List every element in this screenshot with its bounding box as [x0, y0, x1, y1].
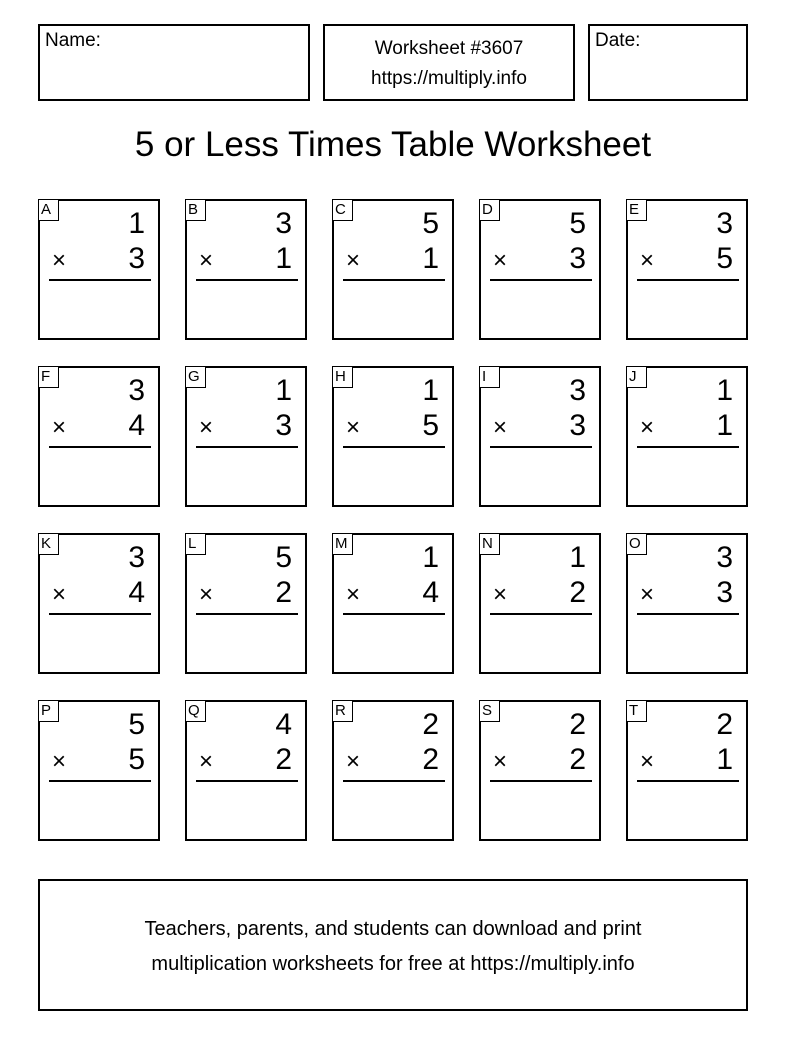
problem-letter: F — [38, 366, 59, 388]
multiplicand: 3 — [716, 207, 733, 240]
footer-line-2: multiplication worksheets for free at https://multiply.info — [151, 953, 635, 975]
times-sign: × — [199, 414, 214, 441]
answer-line — [637, 279, 739, 281]
answer-line — [343, 446, 445, 448]
times-sign: × — [199, 247, 214, 274]
multiplicand: 5 — [569, 207, 586, 240]
multiplier: 2 — [275, 576, 292, 609]
times-sign: × — [52, 247, 67, 274]
problem-letter: E — [626, 199, 647, 221]
problem-card[interactable] — [332, 366, 454, 507]
multiplier: 3 — [128, 242, 145, 275]
answer-line — [637, 446, 739, 448]
times-sign: × — [346, 414, 361, 441]
problem-letter: J — [626, 366, 647, 388]
multiplicand: 1 — [128, 207, 145, 240]
problem-card[interactable] — [332, 700, 454, 841]
multiplier: 5 — [128, 743, 145, 776]
problem-card[interactable] — [479, 533, 601, 674]
worksheet-info-box — [323, 24, 575, 101]
answer-line — [637, 780, 739, 782]
date-label: Date: — [595, 30, 641, 51]
multiplicand: 4 — [275, 708, 292, 741]
problem-letter: N — [479, 533, 500, 555]
times-sign: × — [493, 581, 508, 608]
multiplier: 3 — [569, 242, 586, 275]
problem-card[interactable] — [185, 700, 307, 841]
answer-line — [343, 279, 445, 281]
problem-card[interactable] — [479, 199, 601, 340]
problem-letter: A — [38, 199, 59, 221]
problem-card[interactable] — [38, 366, 160, 507]
times-sign: × — [640, 581, 655, 608]
multiplier: 5 — [716, 242, 733, 275]
problem-letter: D — [479, 199, 500, 221]
answer-line — [196, 613, 298, 615]
problem-letter: S — [479, 700, 500, 722]
answer-line — [490, 780, 592, 782]
answer-line — [490, 613, 592, 615]
times-sign: × — [346, 247, 361, 274]
multiplier: 4 — [422, 576, 439, 609]
times-sign: × — [493, 748, 508, 775]
multiplier: 2 — [422, 743, 439, 776]
problem-card[interactable] — [332, 533, 454, 674]
multiplier: 3 — [716, 576, 733, 609]
times-sign: × — [52, 414, 67, 441]
problem-card[interactable] — [626, 199, 748, 340]
multiplier: 3 — [275, 409, 292, 442]
times-sign: × — [52, 748, 67, 775]
problem-letter: M — [332, 533, 353, 555]
problem-letter: Q — [185, 700, 206, 722]
times-sign: × — [52, 581, 67, 608]
multiplier: 2 — [569, 743, 586, 776]
multiplicand: 5 — [275, 541, 292, 574]
answer-line — [49, 446, 151, 448]
problem-letter: G — [185, 366, 206, 388]
answer-line — [490, 446, 592, 448]
page-title: 5 or Less Times Table Worksheet — [134, 125, 652, 164]
multiplicand: 1 — [569, 541, 586, 574]
multiplicand: 1 — [422, 374, 439, 407]
multiplicand: 3 — [275, 207, 292, 240]
times-sign: × — [346, 581, 361, 608]
problem-letter: T — [626, 700, 647, 722]
problem-letter: L — [185, 533, 206, 555]
problem-card[interactable] — [185, 533, 307, 674]
name-field-box[interactable] — [38, 24, 310, 101]
answer-line — [49, 613, 151, 615]
multiplier: 1 — [275, 242, 292, 275]
times-sign: × — [640, 247, 655, 274]
answer-line — [196, 446, 298, 448]
multiplicand: 1 — [275, 374, 292, 407]
answer-line — [196, 279, 298, 281]
multiplicand: 3 — [128, 541, 145, 574]
multiplier: 2 — [275, 743, 292, 776]
problem-letter: R — [332, 700, 353, 722]
problem-letter: C — [332, 199, 353, 221]
answer-line — [49, 780, 151, 782]
name-label: Name: — [45, 30, 101, 51]
multiplier: 3 — [569, 409, 586, 442]
multiplier: 5 — [422, 409, 439, 442]
footer-line-1: Teachers, parents, and students can download and print — [144, 918, 642, 940]
problem-card[interactable] — [626, 700, 748, 841]
problem-card[interactable] — [185, 366, 307, 507]
answer-line — [343, 613, 445, 615]
multiplicand: 5 — [422, 207, 439, 240]
multiplicand: 3 — [569, 374, 586, 407]
problem-letter: B — [185, 199, 206, 221]
multiplier: 4 — [128, 409, 145, 442]
problem-card[interactable] — [38, 199, 160, 340]
problem-letter: I — [479, 366, 500, 388]
answer-line — [490, 279, 592, 281]
answer-line — [343, 780, 445, 782]
problem-card[interactable] — [332, 199, 454, 340]
multiplicand: 2 — [716, 708, 733, 741]
times-sign: × — [493, 414, 508, 441]
problem-letter: K — [38, 533, 59, 555]
multiplicand: 2 — [569, 708, 586, 741]
problem-card[interactable] — [38, 533, 160, 674]
multiplicand: 1 — [716, 374, 733, 407]
times-sign: × — [640, 748, 655, 775]
worksheet-url: https://multiply.info — [371, 68, 527, 89]
date-field-box[interactable] — [588, 24, 748, 101]
multiplier: 1 — [422, 242, 439, 275]
problem-letter: O — [626, 533, 647, 555]
times-sign: × — [640, 414, 655, 441]
times-sign: × — [346, 748, 361, 775]
problem-card[interactable] — [479, 366, 601, 507]
multiplier: 2 — [569, 576, 586, 609]
answer-line — [196, 780, 298, 782]
multiplicand: 1 — [422, 541, 439, 574]
problem-card[interactable] — [479, 700, 601, 841]
problem-card[interactable] — [626, 366, 748, 507]
answer-line — [637, 613, 739, 615]
problem-card[interactable] — [626, 533, 748, 674]
problem-letter: H — [332, 366, 353, 388]
multiplier: 1 — [716, 409, 733, 442]
times-sign: × — [493, 247, 508, 274]
multiplicand: 3 — [128, 374, 145, 407]
problem-card[interactable] — [185, 199, 307, 340]
footer-box — [38, 879, 748, 1011]
worksheet-number: Worksheet #3607 — [374, 38, 524, 59]
multiplier: 4 — [128, 576, 145, 609]
problem-card[interactable] — [38, 700, 160, 841]
times-sign: × — [199, 581, 214, 608]
multiplicand: 3 — [716, 541, 733, 574]
multiplicand: 5 — [128, 708, 145, 741]
times-sign: × — [199, 748, 214, 775]
multiplicand: 2 — [422, 708, 439, 741]
answer-line — [49, 279, 151, 281]
multiplier: 1 — [716, 743, 733, 776]
problem-letter: P — [38, 700, 59, 722]
